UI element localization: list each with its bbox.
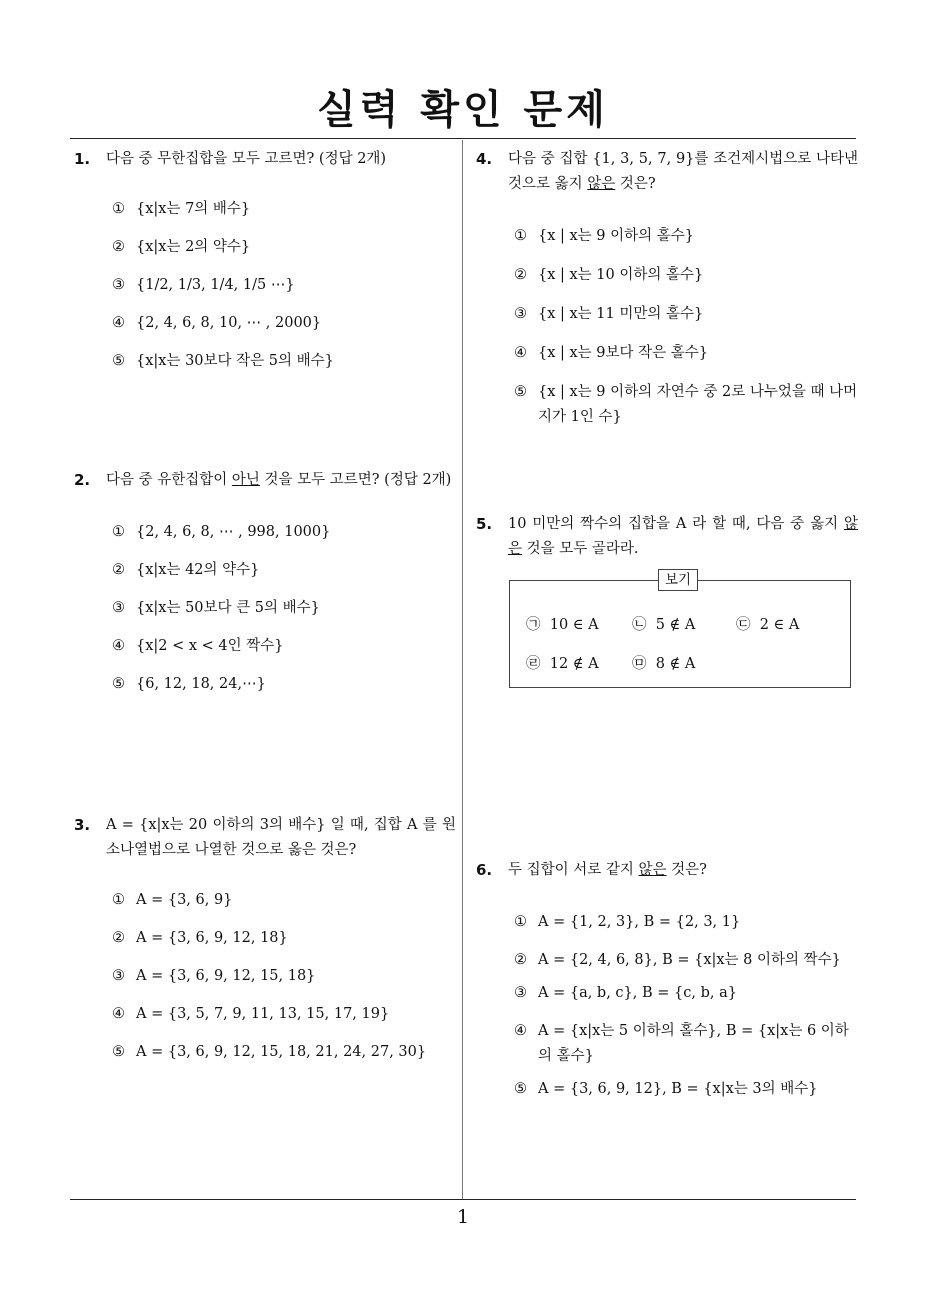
option-mark: ③	[112, 968, 125, 984]
option-mark: ②	[112, 562, 125, 578]
question-text	[508, 858, 858, 883]
option-text: A = {x|x는 5 이하의 홀수}, B = {x|x는 6 이하의 홀수}	[538, 1023, 849, 1064]
answer-option-1[interactable]	[112, 888, 456, 913]
answer-option-3[interactable]	[514, 981, 858, 1006]
bogi-text: 5 ∉ A	[655, 617, 696, 633]
question-6	[476, 858, 858, 1102]
bogi-mark: ㉠	[526, 617, 541, 633]
option-text: A = {3, 6, 9, 12, 15, 18}	[136, 968, 316, 984]
question-text-part: 것은?	[615, 176, 656, 192]
option-mark: ④	[514, 1023, 527, 1039]
option-text: A = {3, 5, 7, 9, 11, 13, 15, 17, 19}	[136, 1006, 390, 1022]
answer-option-5[interactable]	[514, 1077, 858, 1102]
question-5	[476, 512, 858, 562]
bogi-label: 보기	[658, 569, 698, 591]
bogi-mark: ㉡	[632, 617, 647, 633]
page-title: 실력 확인 문제	[317, 87, 609, 133]
option-text: {2, 4, 6, 8, 10, ⋯ , 2000}	[136, 315, 322, 331]
option-text: {x|x는 42의 약수}	[136, 562, 260, 578]
option-text: {x | x는 10 이하의 홀수}	[538, 267, 704, 283]
option-mark: ⑤	[112, 676, 125, 692]
answer-option-4[interactable]	[514, 1019, 858, 1069]
question-text-part: 10 미만의 짝수의 집합을 A 라 할 때, 다음 중 옳지	[508, 516, 844, 532]
answer-option-3[interactable]	[514, 302, 858, 327]
question-text: 다음 중 무한집합을 모두 고르면? (정답 2개)	[106, 151, 387, 167]
question-number: 2.	[74, 471, 91, 489]
answer-option-5[interactable]	[112, 349, 456, 374]
top-rule	[70, 138, 856, 139]
option-mark: ③	[112, 277, 125, 293]
answer-option-3[interactable]	[112, 596, 456, 621]
option-mark: ④	[112, 1006, 125, 1022]
option-text: {x | x는 11 미만의 홀수}	[538, 306, 704, 322]
option-text: {x | x는 9 이하의 홀수}	[538, 228, 695, 244]
option-mark: ③	[514, 985, 527, 1001]
option-mark: ④	[112, 638, 125, 654]
option-mark: ②	[514, 267, 527, 283]
answer-option-1[interactable]	[514, 224, 858, 249]
question-text	[508, 512, 858, 562]
option-mark: ①	[514, 228, 527, 244]
answer-option-5[interactable]	[112, 1040, 456, 1065]
page-number: 1	[456, 1206, 470, 1228]
option-mark: ①	[112, 201, 125, 217]
option-mark: ⑤	[112, 1044, 125, 1060]
bogi-item-3[interactable]	[736, 613, 799, 634]
option-mark: ⑤	[514, 384, 527, 400]
answer-option-4[interactable]	[112, 634, 456, 659]
question-number: 5.	[476, 515, 493, 533]
option-mark: ②	[112, 239, 125, 255]
answer-option-4[interactable]	[112, 311, 456, 336]
option-text: {1/2, 1/3, 1/4, 1/5 ⋯}	[136, 277, 295, 293]
option-mark: ③	[112, 600, 125, 616]
option-mark: ①	[514, 914, 527, 930]
option-mark: ④	[514, 345, 527, 361]
answer-option-1[interactable]	[514, 910, 858, 935]
answer-option-1[interactable]	[112, 197, 456, 222]
question-text: A = {x|x는 20 이하의 3의 배수} 일 때, 집합 A 를 원소나열법으로 나열한 것으로 옳은 것은?	[106, 817, 456, 858]
option-text: {x|x는 50보다 큰 5의 배수}	[136, 600, 320, 616]
underlined-keyword: 않은	[587, 176, 616, 192]
answer-option-2[interactable]	[514, 948, 858, 973]
answer-option-2[interactable]	[514, 263, 858, 288]
option-mark: ①	[112, 892, 125, 908]
answer-options	[112, 888, 456, 1065]
bogi-item-1[interactable]	[526, 613, 599, 634]
option-text: {x|2 < x < 4인 짝수}	[136, 638, 284, 654]
question-text-part: 것을 모두 고르면? (정답 2개)	[259, 472, 452, 488]
option-text: A = {3, 6, 9, 12}, B = {x|x는 3의 배수}	[538, 1081, 818, 1097]
underlined-keyword: 아닌	[231, 472, 260, 488]
bogi-text: 8 ∉ A	[655, 656, 696, 672]
bogi-item-5[interactable]	[632, 652, 695, 673]
option-text: {6, 12, 18, 24,⋯}	[136, 676, 266, 692]
answer-option-5[interactable]	[112, 672, 456, 697]
answer-options	[514, 224, 858, 430]
bogi-mark: ㉣	[526, 656, 541, 672]
bogi-mark: ㉢	[736, 617, 751, 633]
option-mark: ③	[514, 306, 527, 322]
question-number: 4.	[476, 150, 493, 168]
option-text: {x | x는 9보다 작은 홀수}	[538, 345, 709, 361]
question-2	[74, 468, 456, 697]
question-number: 6.	[476, 861, 493, 879]
option-text: {x | x는 9 이하의 자연수 중 2로 나누었을 때 나머지가 1인 수}	[538, 384, 858, 425]
answer-option-2[interactable]	[112, 235, 456, 260]
option-text: A = {3, 6, 9, 12, 18}	[136, 930, 288, 946]
option-text: {x|x는 7의 배수}	[136, 201, 251, 217]
question-text-part: 다음 중 집합 {1, 3, 5, 7, 9}를 조건제시법으로 나타낸 것으로 옳지	[508, 151, 858, 192]
bottom-rule	[70, 1199, 856, 1200]
answer-option-1[interactable]	[112, 520, 456, 545]
question-text-part: 것은?	[666, 862, 707, 878]
answer-option-4[interactable]	[514, 341, 858, 366]
question-number: 3.	[74, 816, 91, 834]
option-mark: ②	[514, 952, 527, 968]
option-text: {2, 4, 6, 8, ⋯ , 998, 1000}	[136, 524, 331, 540]
underlined-keyword: 않은	[638, 862, 667, 878]
option-mark: ①	[112, 524, 125, 540]
option-text: {x|x는 2의 약수}	[136, 239, 251, 255]
answer-options	[514, 910, 858, 1102]
question-1	[74, 147, 456, 374]
bogi-text: 12 ∉ A	[549, 656, 599, 672]
question-text-part: 것을 모두 골라라.	[522, 541, 639, 557]
option-mark: ④	[112, 315, 125, 331]
option-text: A = {3, 6, 9}	[136, 892, 233, 908]
question-text-part: 두 집합이 서로 같지	[508, 862, 639, 878]
option-mark: ⑤	[112, 353, 125, 369]
question-4	[476, 147, 858, 430]
question-3	[74, 813, 456, 1065]
option-text: A = {2, 4, 6, 8}, B = {x|x는 8 이하의 짝수}	[538, 952, 841, 968]
option-text: A = {1, 2, 3}, B = {2, 3, 1}	[538, 914, 741, 930]
question-text-part: 다음 중 유한집합이	[106, 472, 232, 488]
answer-option-4[interactable]	[112, 1002, 456, 1027]
question-text	[106, 468, 456, 493]
answer-options	[112, 520, 456, 697]
option-mark: ②	[112, 930, 125, 946]
answer-option-2[interactable]	[112, 926, 456, 951]
question-text	[508, 147, 858, 197]
bogi-text: 10 ∈ A	[549, 617, 599, 633]
option-text: A = {a, b, c}, B = {c, b, a}	[538, 985, 737, 1001]
option-text: {x|x는 30보다 작은 5의 배수}	[136, 353, 334, 369]
answer-option-3[interactable]	[112, 273, 456, 298]
bogi-box	[509, 572, 851, 688]
bogi-text: 2 ∈ A	[759, 617, 800, 633]
bogi-item-2[interactable]	[632, 613, 695, 634]
column-divider	[462, 140, 463, 1199]
underlined-keyword: 않은	[508, 516, 858, 557]
question-number: 1.	[74, 150, 91, 168]
answer-option-3[interactable]	[112, 964, 456, 989]
bogi-item-4[interactable]	[526, 652, 599, 673]
option-mark: ⑤	[514, 1081, 527, 1097]
answer-options	[112, 197, 456, 374]
bogi-mark: ㉤	[632, 656, 647, 672]
answer-option-2[interactable]	[112, 558, 456, 583]
option-text: A = {3, 6, 9, 12, 15, 18, 21, 24, 27, 30}	[136, 1044, 427, 1060]
answer-option-5[interactable]	[514, 380, 858, 430]
